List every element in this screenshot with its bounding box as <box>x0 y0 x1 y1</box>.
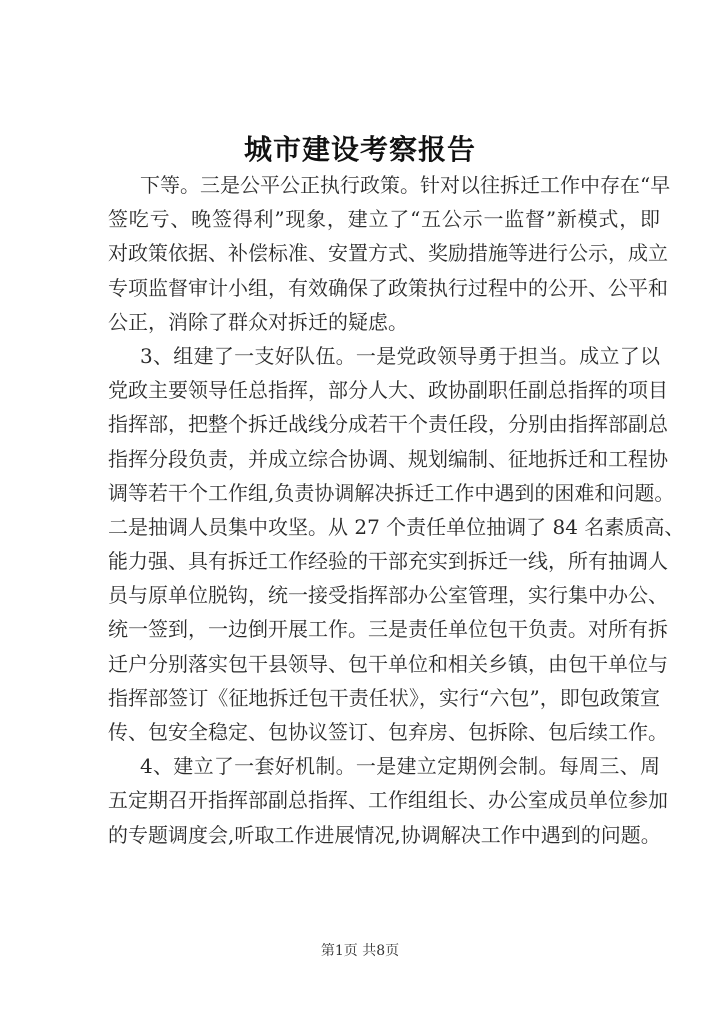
text-line: 指挥部，把整个拆迁战线分成若干个责任段，分别由指挥部副总 <box>108 412 668 437</box>
text-line: 指挥分段负责，并成立综合协调、规划编制、征地拆迁和工程协 <box>108 446 668 471</box>
text-line: 传、包安全稳定、包协议签订、包弃房、包拆除、包后续工作。 <box>108 720 668 744</box>
text-line: 统一签到，一边倒开展工作。三是责任单位包干负责。对所有拆 <box>108 617 668 642</box>
text-line: 能力强、具有拆迁工作经验的干部充实到拆迁一线，所有抽调人 <box>108 549 668 574</box>
text-line: 迁户分别落实包干县领导、包干单位和相关乡镇，由包干单位与 <box>108 651 668 676</box>
text-line: 3、组建了一支好队伍。一是党政领导勇于担当。成立了以 <box>140 343 660 368</box>
text-line: 下等。三是公平公正执行政策。针对以往拆迁工作中存在“早 <box>140 173 671 197</box>
document-title: 城市建设考察报告 <box>243 133 476 166</box>
text-line: 签吃亏、晚签得利”现象，建立了“五公示一监督”新模式，即 <box>108 207 660 232</box>
text-line: 公正，消除了群众对拆迁的疑虑。 <box>108 309 408 334</box>
page-number: 第1页 共8页 <box>320 943 400 959</box>
text-line: 的专题调度会,听取工作进展情况,协调解决工作中遇到的问题。 <box>108 822 661 847</box>
text-line: 员与原单位脱钩，统一接受指挥部办公室管理，实行集中办公、 <box>108 583 668 608</box>
text-line: 4、建立了一套好机制。一是建立定期例会制。每周三、周 <box>140 754 660 779</box>
text-line: 五定期召开指挥部副总指挥、工作组组长、办公室成员单位参加 <box>108 788 668 813</box>
text-line: 对政策依据、补偿标准、安置方式、奖励措施等进行公示，成立 <box>108 241 668 266</box>
text-line: 专项监督审计小组，有效确保了政策执行过程中的公开、公平和 <box>108 275 668 300</box>
text-line: 指挥部签订《征地拆迁包干责任状》，实行“六包”，即包政策宣 <box>108 685 660 710</box>
text-line: 党政主要领导任总指挥，部分人大、政协副职任副总指挥的项目 <box>108 378 668 403</box>
document-body <box>108 168 685 852</box>
text-line: 调等若干个工作组,负责协调解决拆迁工作中遇到的困难和问题。 <box>108 480 675 505</box>
text-line: 二是抽调人员集中攻坚。从 27 个责任单位抽调了 84 名素质高、 <box>108 514 685 539</box>
